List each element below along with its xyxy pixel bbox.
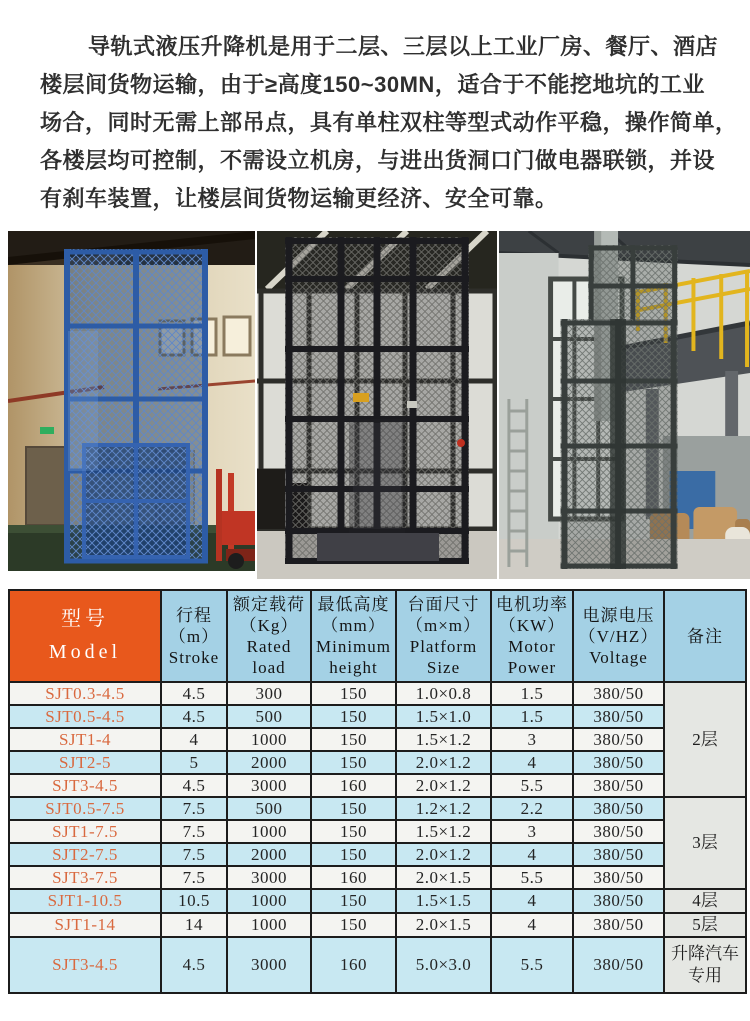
spec-cell: 1000 (227, 913, 311, 937)
column-header (227, 590, 311, 682)
spec-cell: 2.0×1.5 (396, 866, 491, 889)
header-line: 型号 (61, 608, 109, 630)
header-line: Size (426, 658, 461, 677)
intro-line: 有刹车装置，让楼层间货物运输更经济、安全可靠。 (40, 186, 558, 211)
product-photo-grey-lift (499, 231, 750, 579)
spec-cell: 150 (311, 913, 396, 937)
column-header (491, 590, 573, 682)
spec-cell: 380/50 (573, 843, 664, 866)
spec-cell: 500 (227, 797, 311, 820)
column-header (664, 590, 746, 682)
spec-cell: 3000 (227, 937, 311, 993)
spec-cell: 14 (161, 913, 227, 937)
spec-cell: 1.5×1.5 (396, 889, 491, 913)
column-header-model (9, 590, 161, 682)
spec-cell: 1000 (227, 728, 311, 751)
spec-cell: 2.0×1.5 (396, 913, 491, 937)
spec-cell: 5 (161, 751, 227, 774)
spec-cell: 380/50 (573, 774, 664, 797)
spec-cell: 150 (311, 728, 396, 751)
model-cell: SJT0.5-4.5 (9, 705, 161, 728)
product-photo-black-lift (257, 231, 497, 579)
column-header (396, 590, 491, 682)
intro-line: 各楼层均可控制，不需设立机房，与进出货洞口门做电器联锁，并设 (40, 148, 716, 173)
spec-cell: 5.5 (491, 774, 573, 797)
model-cell: SJT1-7.5 (9, 820, 161, 843)
header-line: 备注 (687, 626, 723, 646)
header-line: Voltage (589, 647, 648, 667)
remark-cell: 5层 (664, 913, 746, 937)
model-cell: SJT3-4.5 (9, 774, 161, 797)
remark-cell: 4层 (664, 889, 746, 913)
spec-cell: 300 (227, 682, 311, 705)
column-header (573, 590, 664, 682)
header-line: Power (507, 658, 557, 677)
spec-cell: 380/50 (573, 866, 664, 889)
header-line: 电机功率 (496, 595, 568, 614)
model-cell: SJT0.5-7.5 (9, 797, 161, 820)
model-cell: SJT2-5 (9, 751, 161, 774)
spec-row (9, 866, 746, 889)
header-line: Motor (508, 637, 556, 656)
spec-cell: 1000 (227, 889, 311, 913)
spec-cell: 380/50 (573, 820, 664, 843)
intro-line: 导轨式液压升降机是用于二层、三层以上工业厂房、餐厅、酒店 (88, 34, 719, 59)
spec-row (9, 820, 746, 843)
model-cell: SJT0.3-4.5 (9, 682, 161, 705)
spec-row (9, 682, 746, 705)
spec-cell: 380/50 (573, 705, 664, 728)
spec-row (9, 774, 746, 797)
spec-cell: 4.5 (161, 774, 227, 797)
spec-cell: 1.5×1.2 (396, 820, 491, 843)
blue-lift-illustration (8, 231, 255, 571)
model-cell: SJT1-10.5 (9, 889, 161, 913)
model-cell: SJT2-7.5 (9, 843, 161, 866)
spec-cell: 150 (311, 797, 396, 820)
spec-cell: 1.5×1.0 (396, 705, 491, 728)
spec-cell: 2.0×1.2 (396, 843, 491, 866)
spec-cell: 1.2×1.2 (396, 797, 491, 820)
intro-paragraph (40, 28, 738, 218)
header-line: （mm） (321, 616, 386, 635)
spec-cell: 7.5 (161, 866, 227, 889)
spec-cell: 1000 (227, 820, 311, 843)
spec-cell: 4 (491, 913, 573, 937)
grey-lift-illustration (499, 231, 750, 579)
remark-cell: 2层 (664, 682, 746, 797)
column-header (161, 590, 227, 682)
model-cell: SJT1-4 (9, 728, 161, 751)
spec-row (9, 913, 746, 937)
header-line: Minimum (315, 637, 391, 656)
spec-cell: 1.5 (491, 705, 573, 728)
spec-cell: 5.5 (491, 937, 573, 993)
spec-cell: 3000 (227, 774, 311, 797)
spec-cell: 380/50 (573, 797, 664, 820)
spec-cell: 150 (311, 820, 396, 843)
header-line: Model (48, 641, 122, 663)
spec-table (8, 589, 747, 994)
intro-line: 楼层间货物运输，由于≥高度150~30MN，适合于不能挖地坑的工业 (40, 72, 705, 97)
header-line: 最低高度 (317, 595, 390, 614)
spec-cell: 380/50 (573, 751, 664, 774)
spec-cell: 380/50 (573, 889, 664, 913)
spec-cell: 5.5 (491, 866, 573, 889)
remark-cell: 3层 (664, 797, 746, 889)
spec-cell: 160 (311, 937, 396, 993)
header-line: height (329, 658, 378, 677)
spec-cell: 7.5 (161, 797, 227, 820)
model-cell: SJT3-4.5 (9, 937, 161, 993)
spec-cell: 4 (491, 843, 573, 866)
column-header (311, 590, 396, 682)
spec-cell: 2000 (227, 843, 311, 866)
spec-row (9, 937, 746, 993)
spec-cell: 3000 (227, 866, 311, 889)
spec-cell: 2.2 (491, 797, 573, 820)
spec-cell: 4.5 (161, 705, 227, 728)
product-photo-blue-lift (8, 231, 255, 571)
spec-cell: 160 (311, 866, 396, 889)
spec-row (9, 751, 746, 774)
spec-cell: 500 (227, 705, 311, 728)
header-line: （KW） (498, 616, 566, 635)
spec-cell: 7.5 (161, 820, 227, 843)
spec-cell: 3 (491, 728, 573, 751)
header-line: （Kg） (239, 616, 299, 635)
spec-cell: 4.5 (161, 937, 227, 993)
spec-cell: 4 (491, 889, 573, 913)
spec-cell: 1.5 (491, 682, 573, 705)
spec-table-header-row (9, 590, 746, 682)
product-description-page (0, 28, 750, 994)
spec-cell: 1.5×1.2 (396, 728, 491, 751)
spec-cell: 4 (491, 751, 573, 774)
spec-cell: 150 (311, 889, 396, 913)
header-line: （m） (168, 626, 220, 646)
spec-cell: 380/50 (573, 682, 664, 705)
spec-cell: 5.0×3.0 (396, 937, 491, 993)
spec-row (9, 889, 746, 913)
header-line: 电源电压 (582, 605, 655, 625)
spec-cell: 2.0×1.2 (396, 751, 491, 774)
header-line: 台面尺寸 (407, 595, 480, 614)
header-line: （V/HZ） (578, 626, 659, 646)
spec-cell: 4 (161, 728, 227, 751)
header-line: 额定载荷 (233, 595, 305, 614)
spec-cell: 4.5 (161, 682, 227, 705)
spec-row (9, 843, 746, 866)
spec-row (9, 705, 746, 728)
spec-cell: 150 (311, 751, 396, 774)
spec-cell: 2000 (227, 751, 311, 774)
spec-row (9, 797, 746, 820)
header-line: Platform (409, 637, 478, 656)
header-line: Rated (246, 637, 292, 656)
spec-row (9, 728, 746, 751)
product-photos (0, 231, 750, 579)
spec-cell: 7.5 (161, 843, 227, 866)
spec-cell: 1.0×0.8 (396, 682, 491, 705)
spec-cell: 150 (311, 682, 396, 705)
header-line: 行程 (176, 605, 212, 625)
spec-cell: 3 (491, 820, 573, 843)
intro-line: 场合，同时无需上部吊点，具有单柱双柱等型式动作平稳，操作简单， (40, 110, 738, 135)
spec-cell: 380/50 (573, 913, 664, 937)
model-cell: SJT3-7.5 (9, 866, 161, 889)
remark-cell: 升降汽车专用 (664, 937, 746, 993)
model-cell: SJT1-14 (9, 913, 161, 937)
header-line: （m×m） (405, 616, 482, 635)
spec-cell: 10.5 (161, 889, 227, 913)
spec-cell: 380/50 (573, 728, 664, 751)
spec-cell: 150 (311, 705, 396, 728)
header-line: Stroke (168, 647, 220, 667)
spec-cell: 380/50 (573, 937, 664, 993)
spec-cell: 150 (311, 843, 396, 866)
spec-cell: 160 (311, 774, 396, 797)
spec-cell: 2.0×1.2 (396, 774, 491, 797)
black-lift-illustration (257, 231, 497, 579)
header-line: load (252, 658, 286, 677)
